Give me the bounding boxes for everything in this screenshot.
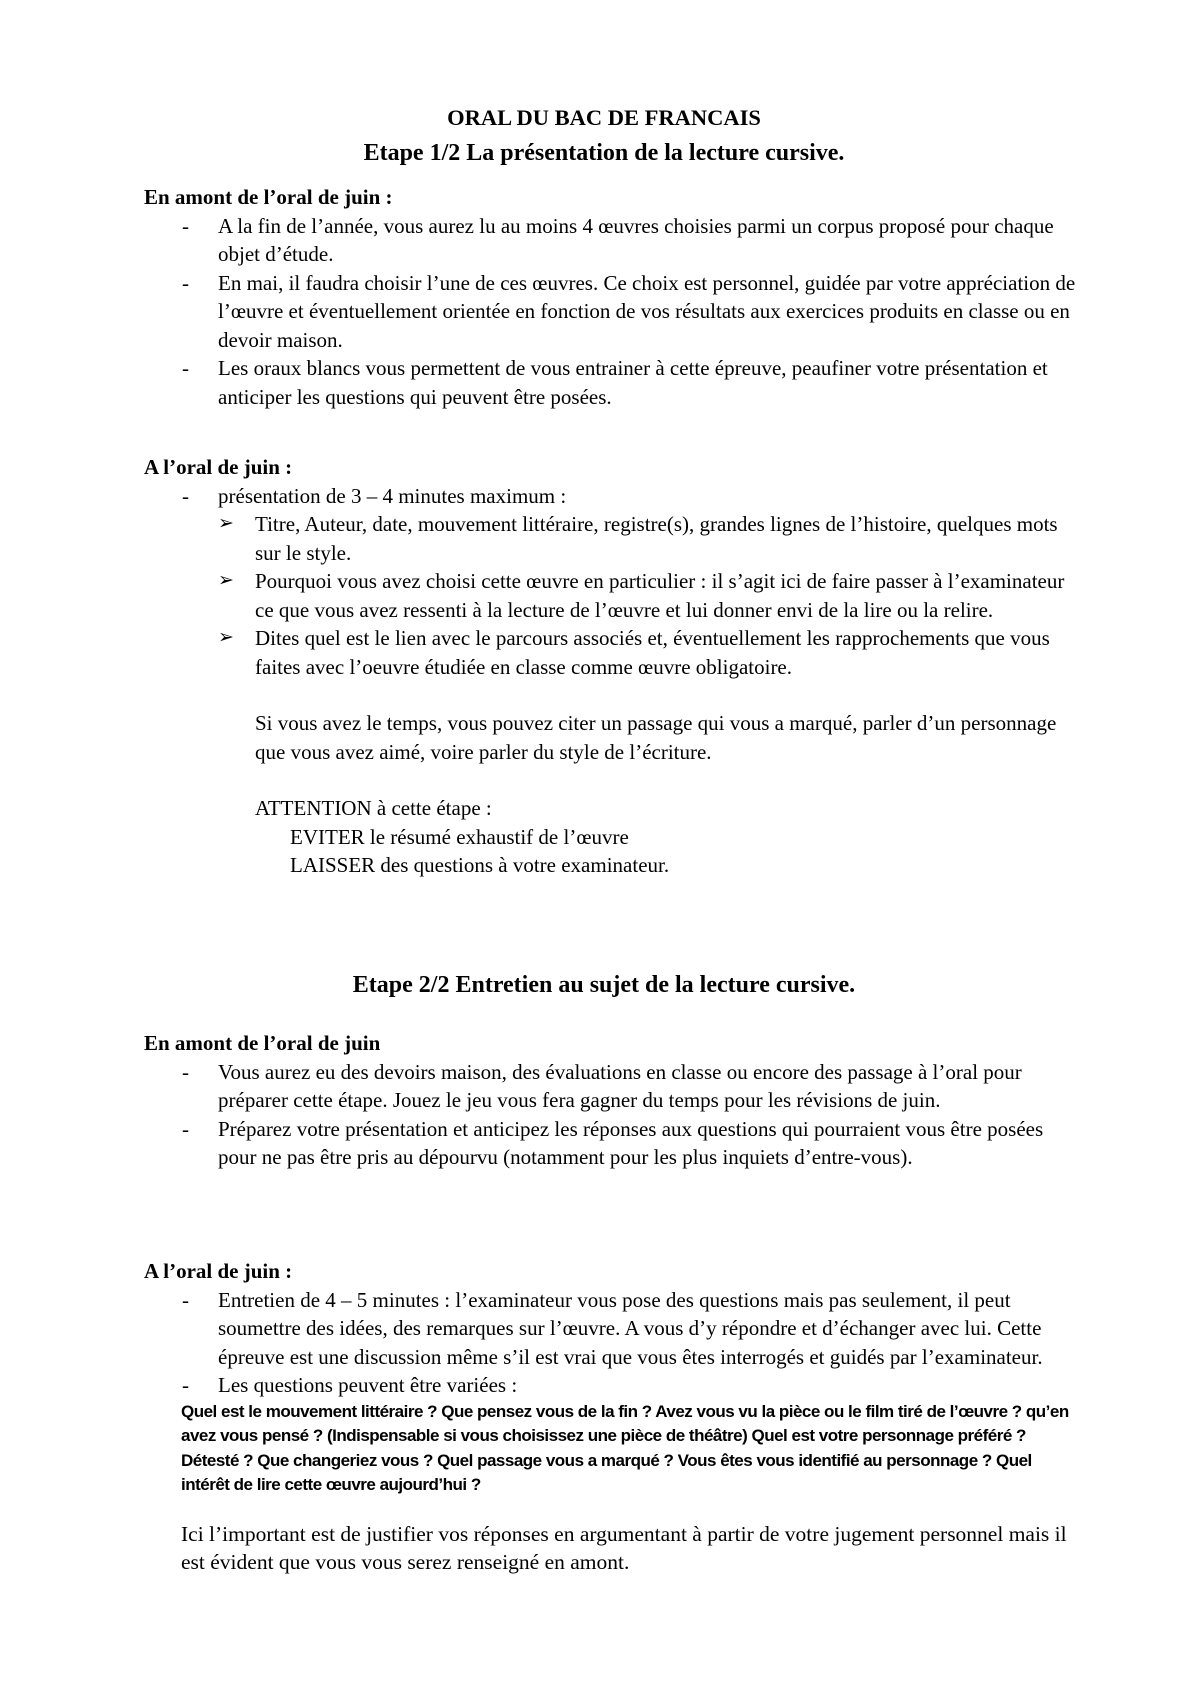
point-text: Pourquoi vous avez choisi cette œuvre en particulier : il s’agit ici de faire passer à l’examinateur ce que vous avez ressenti à la lecture de l’œuvre et lui donner envi de la lire ou la relire.	[255, 569, 1065, 622]
example-questions: Quel est le mouvement littéraire ? Que pensez vous de la fin ? Avez vous vu la pièce ou le film tiré de l’œuvre ? qu’en avez vous pensé ? (Indispensable si vous choisissez une pièce de théâtre) Quel est votre personnage préféré ? Détesté ? Que changeriez vous ? Quel passage vous a marqué ? Vous êtes vous identifié au personnage ? Quel intérêt de lire cette œuvre aujourd’hui ?	[181, 1401, 1069, 1494]
step1-during-section	[144, 453, 1084, 880]
arrow-bullet-icon: ➢	[218, 570, 234, 591]
step1-during-points	[218, 510, 1084, 681]
step2-during-section	[144, 1257, 1084, 1577]
list-item	[218, 510, 1084, 567]
list-item: - Les oraux blancs vous permettent de vous entrainer à cette épreuve, peaufiner votre présentation et anticiper les questions qui peuvent être posées.	[144, 354, 1084, 411]
attention-title: ATTENTION à cette étape :	[255, 796, 492, 820]
attention-block	[218, 794, 1084, 880]
step2-before-list	[144, 1058, 1084, 1172]
point-text: Dites quel est le lien avec le parcours associés et, éventuellement les rapprochements que vous faites avec l’oeuvre étudiée en classe comme œuvre obligatoire.	[255, 626, 1050, 679]
list-item: - En mai, il faudra choisir l’une de ces œuvres. Ce choix est personnel, guidée par votre appréciation de l’œuvre et éventuellement orientée en fonction de vos résultats aux exercices produits en classe ou en devoir maison.	[144, 269, 1084, 355]
conclusion-paragraph: Ici l’important est de justifier vos réponses en argumentant à partir de votre jugement personnel mais il est évident que vous vous serez renseigné en amont.	[181, 1521, 1067, 1574]
step2-before-section	[144, 1029, 1084, 1172]
step2-during-list	[144, 1286, 1084, 1400]
step1-before-list	[144, 212, 1084, 412]
point-text: Titre, Auteur, date, mouvement littéraire, registre(s), grandes lignes de l’histoire, quelques mots sur le style.	[255, 512, 1058, 565]
attention-item: LAISSER des questions à votre examinateur.	[290, 853, 670, 877]
list-item: - A la fin de l’année, vous aurez lu au moins 4 œuvres choisies parmi un corpus proposé pour chaque objet d’étude.	[144, 212, 1084, 269]
list-item: - Les questions peuvent être variées :	[144, 1371, 1084, 1400]
attention-item: EVITER le résumé exhaustif de l’œuvre	[290, 824, 629, 849]
arrow-bullet-icon: ➢	[218, 513, 234, 534]
step1-before-section	[144, 183, 1084, 411]
step2-during-heading: A l’oral de juin :	[144, 1259, 293, 1283]
list-item: - Préparez votre présentation et anticipez les réponses aux questions qui pourraient vous être posées pour ne pas être pris au dépourvu (notamment pour les plus inquiets d’entre-vous).	[144, 1115, 1084, 1172]
step1-before-heading: En amont de l’oral de juin :	[144, 185, 393, 209]
list-item	[144, 482, 1084, 880]
list-item	[218, 624, 1084, 681]
step2-title: Etape 2/2 Entretien au sujet de la lecture cursive.	[352, 972, 856, 998]
list-item	[218, 567, 1084, 624]
list-item: - Entretien de 4 – 5 minutes : l’examinateur vous pose des questions mais pas seulement, il peut soumettre des idées, des remarques sur l’œuvre. A vous d’y répondre et d’échanger avec lui. Cette épreuve est une discussion même s’il est vrai que vous êtes interrogés et guidés par l’examinateur.	[144, 1286, 1084, 1372]
list-item: - Vous aurez eu des devoirs maison, des évaluations en classe ou encore des passage à l’oral pour préparer cette étape. Jouez le jeu vous fera gagner du temps pour les révisions de juin.	[144, 1058, 1084, 1115]
document-title: ORAL DU BAC DE FRANCAIS	[447, 105, 761, 130]
step1-during-heading: A l’oral de juin :	[144, 455, 293, 479]
step1-title: Etape 1/2 La présentation de la lecture cursive.	[363, 140, 845, 166]
step2-before-heading: En amont de l’oral de juin	[144, 1031, 381, 1055]
arrow-bullet-icon: ➢	[218, 627, 234, 648]
step1-during-list	[144, 482, 1084, 880]
step1-during-item: présentation de 3 – 4 minutes maximum :	[218, 483, 567, 508]
step1-extra-paragraph: Si vous avez le temps, vous pouvez citer un passage qui vous a marqué, parler d’un personnage que vous avez aimé, voire parler du style de l’écriture.	[255, 711, 1057, 764]
